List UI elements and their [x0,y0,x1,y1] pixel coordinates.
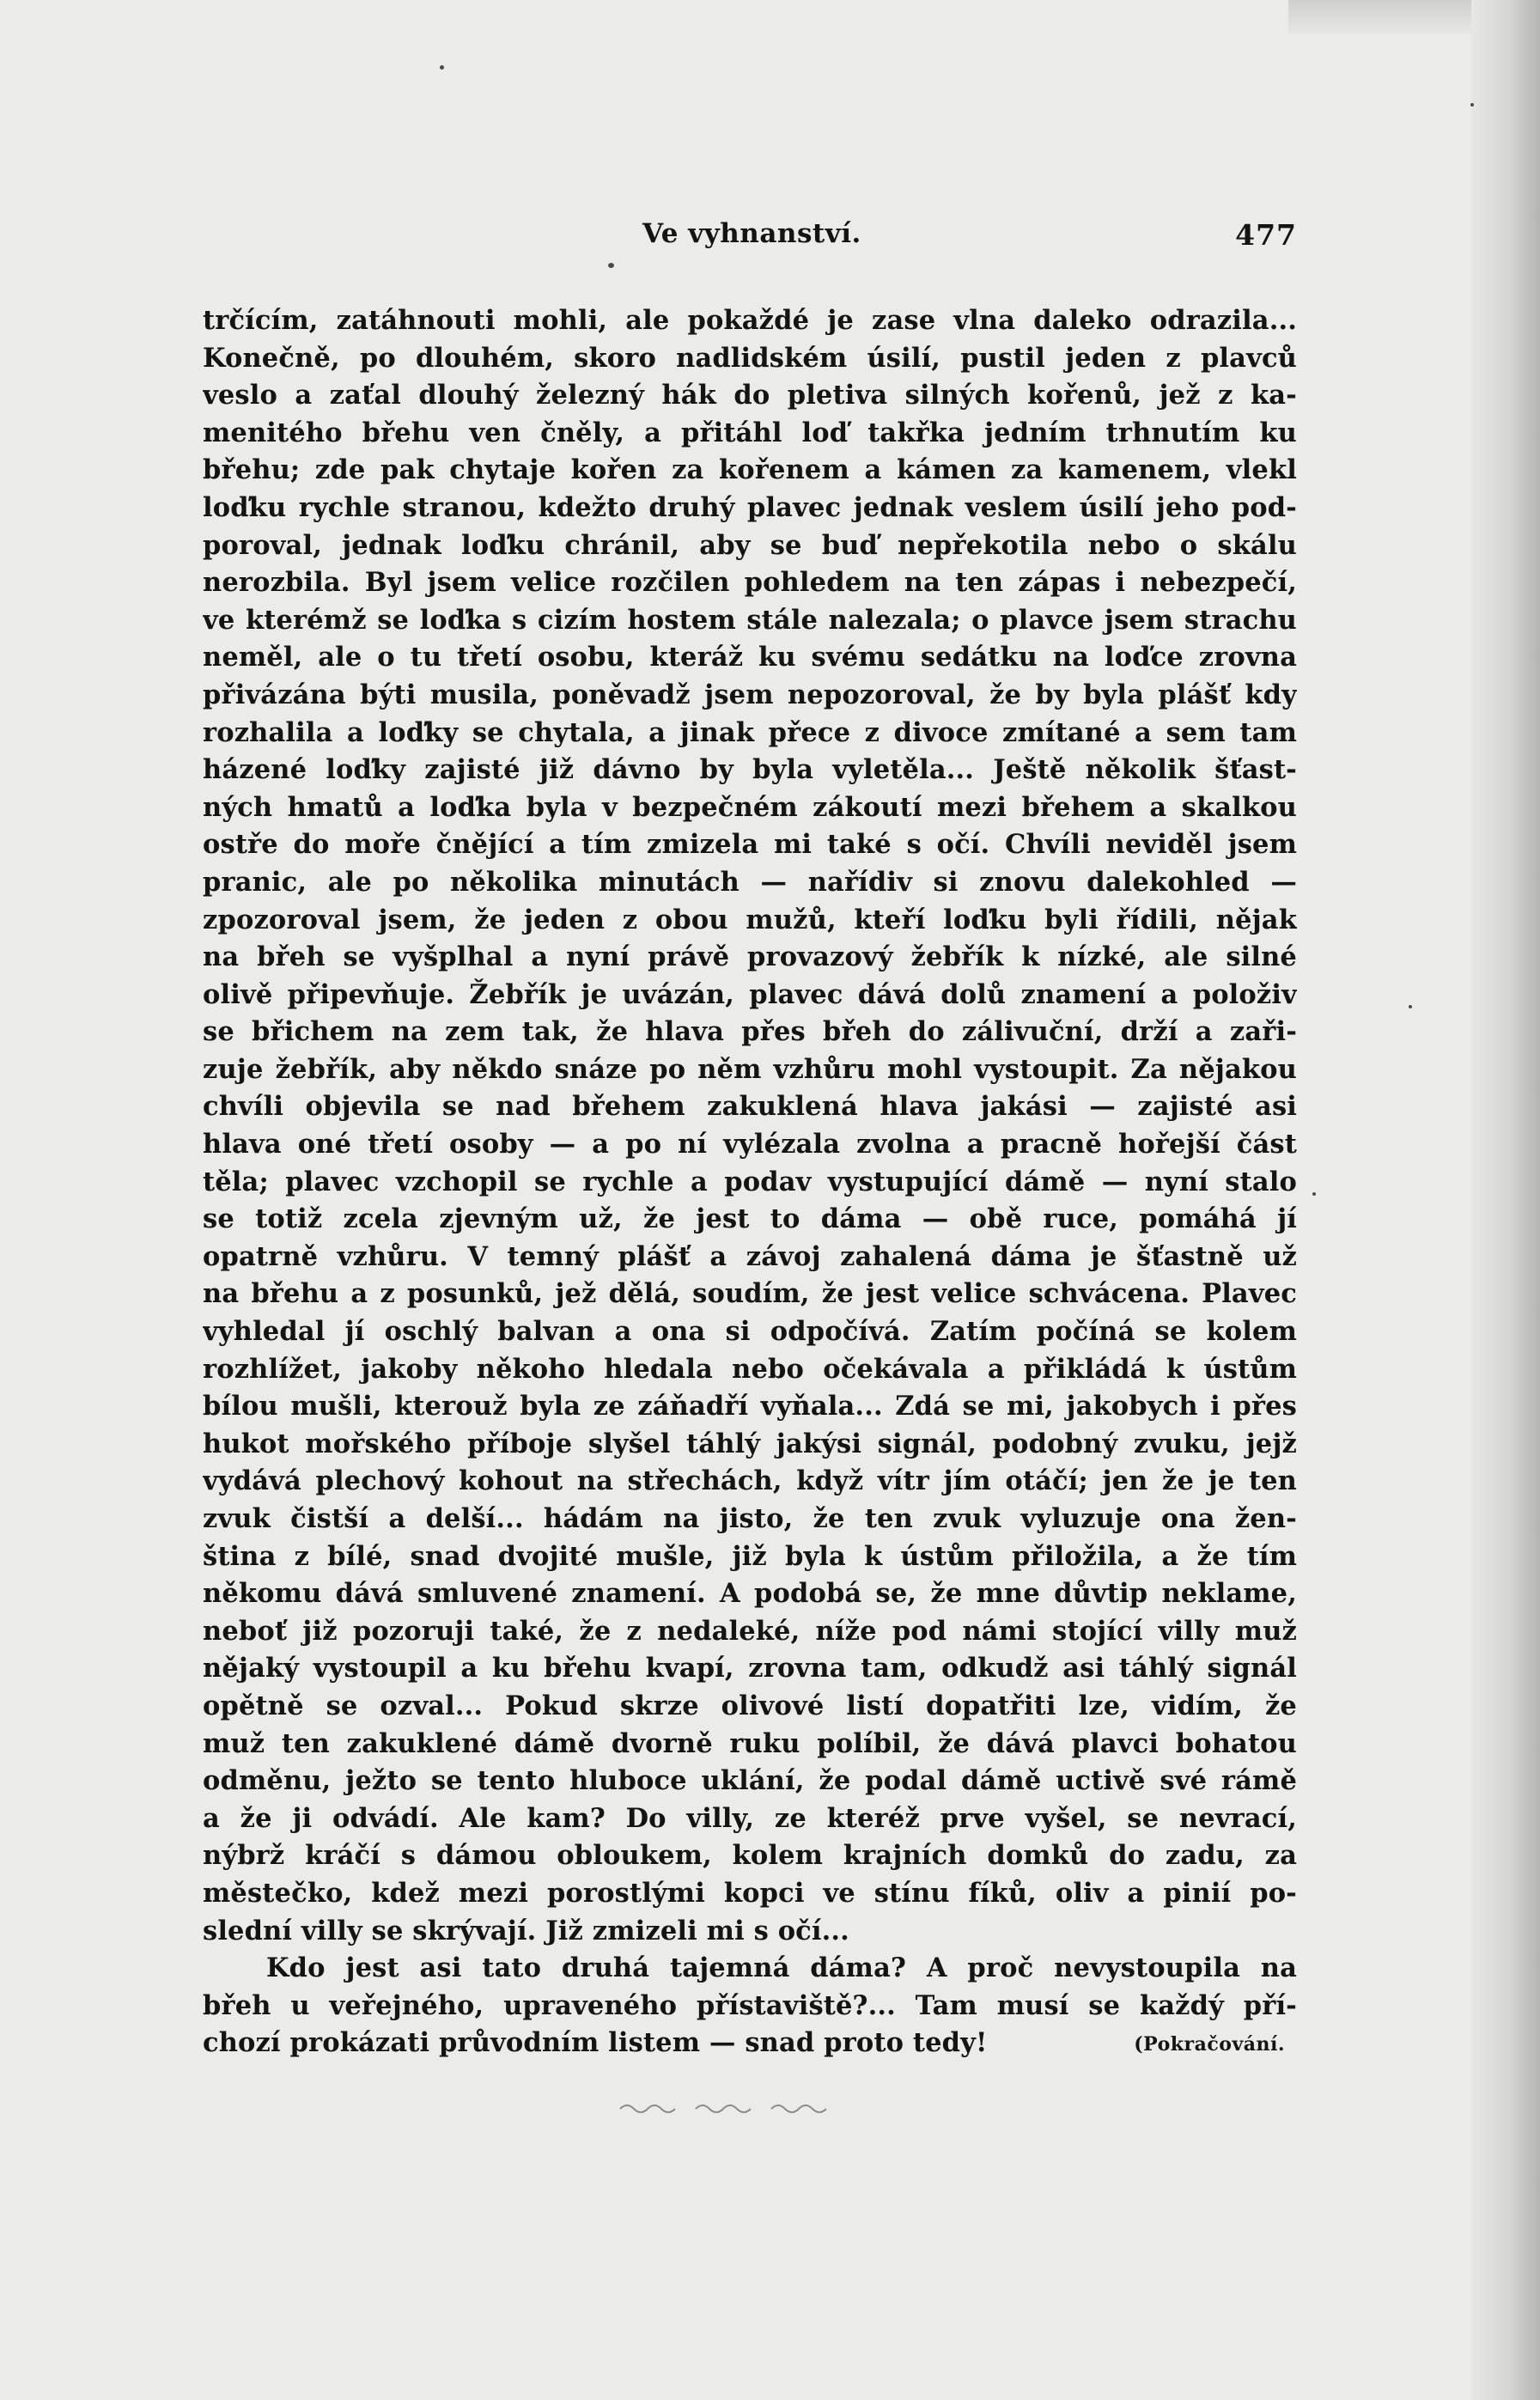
text-line: hukot mořského příboje slyšel táhlý jakýsi signál, podobný zvuku, jejž [203,1428,1297,1459]
continued-note: (Pokračování. [1134,2033,1285,2056]
page-header [203,218,1297,261]
text-line: se břichem na zem tak, že hlava přes břeh do zálivuční, drží a zaři- [203,1016,1297,1048]
text-line: chvíli objevila se nad břehem zakuklená hlava jakási — zajisté asi [203,1091,1297,1123]
text-line: hlava oné třetí osoby — a po ní vylézala zvolna a pracně hořejší část [203,1129,1297,1160]
text-line: menitého břehu ven čněly, a přitáhl loď takřka jedním trhnutím ku [203,417,1297,448]
text-line: neměl, ale o tu třetí osobu, kteráž ku svému sedátku na loďce zrovna [203,642,1297,673]
text-line: zuje žebřík, aby někdo snáze po něm vzhůru mohl vystoupit. Za nějakou [203,1053,1297,1085]
text-line: vyhledal jí oschlý balvan a ona si odpočívá. Zatím počíná se kolem [203,1316,1297,1348]
text-line: neboť již pozoruji také, že z nedaleké, níže pod námi stojící villy muž [203,1615,1297,1647]
paper-speck [1470,103,1474,107]
text-line: slední villy se skrývají. Již zmizeli mi s očí... [203,1915,849,1946]
text-line: bílou mušli, kterouž byla ze záňadří vyňala... Zdá se mi, jakobych i přes [203,1391,1297,1422]
decorative-ornament [618,2098,833,2116]
paper-speck [608,263,614,268]
text-line: rozhalila a loďky se chytala, a jinak přece z divoce zmítané a sem tam [203,716,1297,748]
running-title: Ve vyhnanství. [642,218,861,249]
text-line: městečko, kdež mezi porostlými kopci ve stínu fíků, oliv a pinií po- [203,1877,1297,1909]
text-line: nýbrž kráčí s dámou obloukem, kolem krajních domků do zadu, za [203,1840,1297,1872]
page-edge-shadow [1471,0,1540,2400]
paper-speck [1409,1005,1412,1008]
text-line: přivázána býti musila, poněvadž jsem nepozoroval, že by byla plášť kdy [203,679,1297,710]
text-line: ve kterémž se loďka s cizím hostem stále nalezala; o plavce jsem strachu [203,604,1297,636]
page-number: 477 [1235,218,1297,252]
text-line: loďku rychle stranou, kdežto druhý plavec jednak veslem úsilí jeho pod- [203,491,1297,523]
text-line: ostře do moře čnějící a tím zmizela mi také s očí. Chvíli neviděl jsem [203,829,1297,861]
text-line: těla; plavec vzchopil se rychle a podav vystupující dámě — nyní stalo [203,1166,1297,1197]
text-line: Konečně, po dlouhém, skoro nadlidském úsilí, pustil jeden z plavců [203,342,1297,374]
text-line: chozí prokázati průvodním listem — snad proto tedy! [203,2027,988,2059]
text-line: zpozoroval jsem, že jeden z obou mužů, kteří loďku byli řídili, nějak [203,904,1297,935]
text-line: na břehu a z posunků, jež dělá, soudím, že jest velice schvácena. Plavec [203,1278,1297,1310]
text-line: se totiž zcela zjevným už, že jest to dáma — obě ruce, pomáhá jí [203,1203,1297,1235]
text-line: ných hmatů a loďka byla v bezpečném zákoutí mezi břehem a skalkou [203,791,1297,823]
text-line: břeh u veřejného, upraveného přístaviště?... Tam musí se každý pří- [203,1989,1297,2021]
text-line: odměnu, ježto se tento hluboce uklání, že podal dámě uctivě své rámě [203,1765,1297,1797]
text-line: břehu; zde pak chytaje kořen za kořenem a kámen za kamenem, vlekl [203,454,1297,486]
text-line-paragraph-start: Kdo jest asi tato druhá tajemná dáma? A proč nevystoupila na [266,1952,1297,1984]
text-line: ština z bílé, snad dvojité mušle, již byla k ústům přiložila, a že tím [203,1540,1297,1572]
text-line: pranic, ale po několika minutách — nařídiv si znovu dalekohled — [203,866,1297,898]
text-line: olivě připevňuje. Žebřík je uvázán, plavec dává dolů znamení a položiv [203,978,1297,1010]
final-line-row [203,2025,1297,2062]
text-line: a že ji odvádí. Ale kam? Do villy, ze kteréž prve vyšel, se nevrací, [203,1802,1297,1834]
text-line: vydává plechový kohout na střechách, když vítr jím otáčí; jen že je ten [203,1465,1297,1497]
text-line: nějaký vystoupil a ku břehu kvapí, zrovna tam, odkudž asi táhlý signál [203,1653,1297,1684]
text-line: někomu dává smluvené znamení. A podobá se, že mne důvtip neklame, [203,1578,1297,1610]
text-line: trčícím, zatáhnouti mohli, ale pokaždé je zase vlna daleko odrazila... [203,305,1297,336]
body-text [203,302,1297,2062]
text-line: nerozbila. Byl jsem velice rozčilen pohledem na ten zápas i nebezpečí, [203,567,1297,599]
text-line: poroval, jednak loďku chránil, aby se buď nepřekotila nebo o skálu [203,529,1297,561]
text-line: zvuk čistší a delší... hádám na jisto, že ten zvuk vyluzuje ona žen- [203,1503,1297,1534]
text-line: házené loďky zajisté již dávno by byla vyletěla... Ještě několik šťast- [203,754,1297,786]
text-line: veslo a zaťal dlouhý železný hák do pletiva silných kořenů, jež z ka- [203,380,1297,411]
text-line: rozhlížet, jakoby někoho hledala nebo očekávala a přikládá k ústům [203,1353,1297,1385]
paper-speck [440,65,444,70]
paper-speck [1312,1192,1316,1196]
text-line: muž ten zakuklené dámě dvorně ruku políbil, že dává plavci bohatou [203,1727,1297,1759]
text-line: opětně se ozval... Pokud skrze olivové listí dopatřiti lze, vidím, že [203,1690,1297,1721]
text-line: na břeh se vyšplhal a nyní právě provazový žebřík k nízké, ale silné [203,941,1297,973]
text-line: opatrně vzhůru. V temný plášť a závoj zahalená dáma je šťastně už [203,1240,1297,1272]
